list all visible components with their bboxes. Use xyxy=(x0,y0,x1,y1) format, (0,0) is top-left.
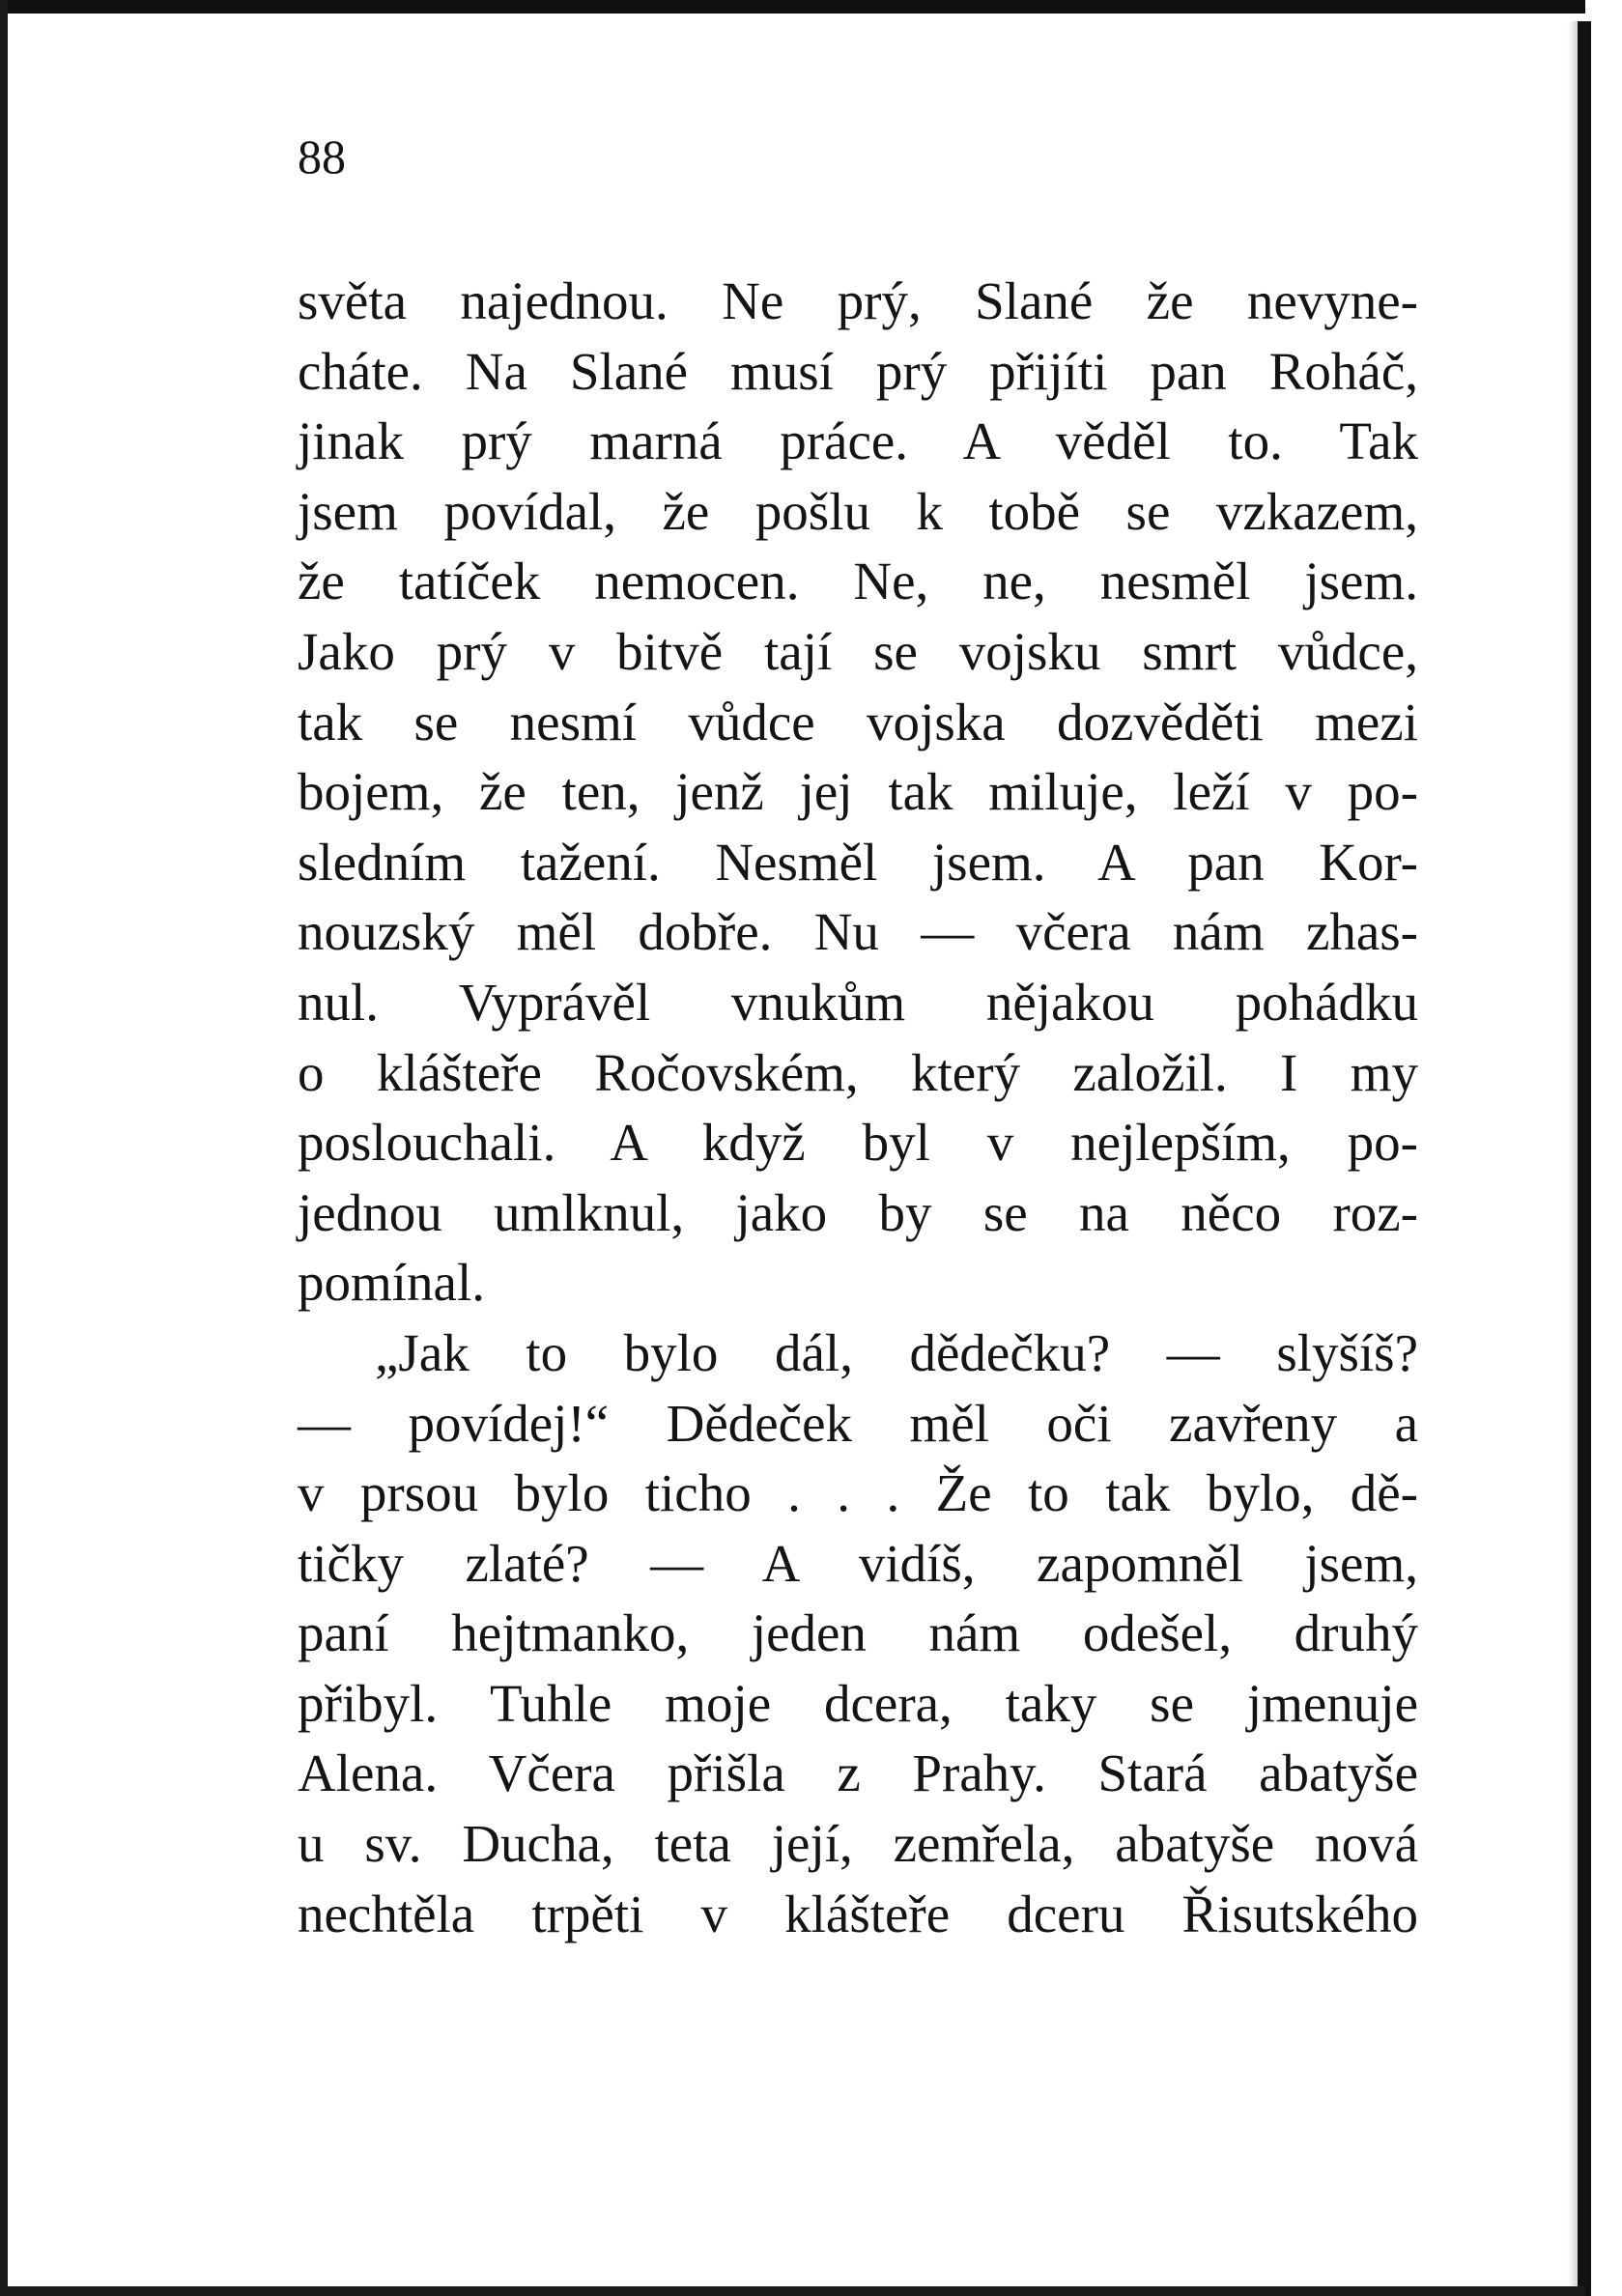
text-line: jednou umlknul, jako by se na něco roz- xyxy=(298,1182,1418,1242)
text-line: — povídej!“ Dědeček měl oči zavřeny a xyxy=(298,1393,1418,1453)
scan-border-left xyxy=(0,0,8,2296)
scan-border-top xyxy=(0,0,1622,14)
text-line: Jako prý v bitvě tají se vojsku smrt vůdce, xyxy=(298,621,1418,681)
text-line: bojem, že ten, jenž jej tak miluje, leží v po- xyxy=(298,762,1418,822)
text-line: jsem povídal, že pošlu k tobě se vzkazem, xyxy=(298,481,1418,541)
page-number: 88 xyxy=(298,129,346,184)
text-line: nouzský měl dobře. Nu — včera nám zhas- xyxy=(298,902,1418,962)
text-line: poslouchali. A když byl v nejlepším, po- xyxy=(298,1113,1418,1173)
text-line: sledním tažení. Nesměl jsem. A pan Kor- xyxy=(298,832,1418,892)
text-line: světa najednou. Ne prý, Slané že nevyne- xyxy=(298,271,1418,330)
page-edge-shadow xyxy=(1568,21,1578,2296)
text-line: cháte. Na Slané musí prý přijíti pan Roháč, xyxy=(298,341,1418,401)
text-line: nul. Vyprávěl vnukům nějakou pohádku xyxy=(298,972,1418,1032)
paragraph-start-line: „Jak to bylo dál, dědečku? — slyšíš? xyxy=(375,1322,1418,1382)
text-line: v prsou bylo ticho . . . Že to tak bylo, dě- xyxy=(298,1463,1418,1523)
text-line: tak se nesmí vůdce vojska dozvěděti mezi xyxy=(298,692,1418,751)
text-line: paní hejtmanko, jeden nám odešel, druhý xyxy=(298,1603,1418,1663)
text-line: u sv. Ducha, teta její, zemřela, abatyše nová xyxy=(298,1814,1418,1874)
text-line: nechtěla trpěti v klášteře dceru Řisutského xyxy=(298,1884,1418,1943)
text-line: o klášteře Ročovském, který založil. I my xyxy=(298,1042,1418,1102)
body-text xyxy=(298,267,1418,1949)
text-line: Alena. Včera přišla z Prahy. Stará abatyše xyxy=(298,1743,1418,1803)
text-line: že tatíček nemocen. Ne, ne, nesměl jsem. xyxy=(298,552,1418,611)
text-line: tičky zlaté? — A vidíš, zapomněl jsem, xyxy=(298,1533,1418,1593)
paragraph-end-line: pomínal. xyxy=(298,1253,486,1313)
text-line: přibyl. Tuhle moje dcera, taky se jmenuje xyxy=(298,1673,1418,1733)
scan-border-bottom xyxy=(0,2286,1585,2296)
scan-border-right xyxy=(1578,21,1591,2296)
text-line: jinak prý marná práce. A věděl to. Tak xyxy=(298,411,1418,471)
